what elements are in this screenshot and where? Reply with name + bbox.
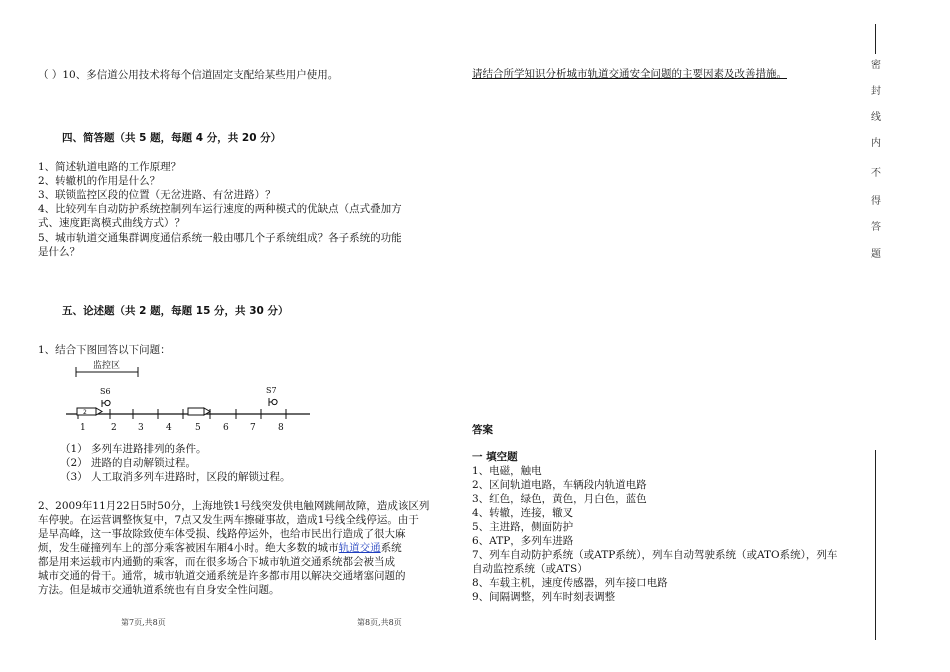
section-number: 6 [223, 423, 229, 433]
answer-item: 5、主进路，侧面防护 [472, 521, 574, 533]
short-answer-q4-line2: 式、速度距离模式曲线方式）？ [38, 217, 185, 229]
section-number: 1 [80, 423, 86, 433]
seal-char: 答 [871, 222, 881, 233]
essay-q2-line5: 都是用来运载市内通勤的乘客，而在很多场合下城市轨道交通系统都会被当成 [38, 556, 395, 568]
rail-transit-link[interactable]: 轨道交通 [338, 542, 381, 554]
essay-q2-line2: 车停驶。在运营调整恢复中，7点又发生两车擦碰事故，造成1号线全线停运。由于 [38, 514, 419, 526]
essay-q2-line4 [38, 541, 402, 556]
answer-item: 6、ATP，多列车进路 [472, 535, 574, 547]
answer-item: 4、转辙，连接，辙叉 [472, 507, 574, 519]
essay-q1-prompt: 1、结合下图回答以下问题： [38, 344, 171, 356]
answer-item: 2、区间轨道电路，车辆段内轨道电路 [472, 479, 647, 491]
answer-item: 1、电磁，触电 [472, 465, 542, 477]
track-section-numbers [80, 423, 284, 433]
essay-q2-line7: 方法。但是城市交通轨道系统也有自身安全性问题。 [38, 584, 280, 596]
seal-char: 线 [871, 112, 881, 123]
zone-label: 监控区 [93, 361, 121, 371]
true-false-question-10: （ ）10、多信道公用技术将每个信道固定支配给某些用户使用。 [38, 69, 339, 81]
seal-char: 封 [871, 86, 881, 97]
seal-char: 题 [871, 249, 881, 260]
short-answer-q5-line2: 是什么？ [38, 246, 80, 258]
short-answer-q3: 3、联锁监控区段的位置（无岔进路、有岔进路）？ [38, 189, 276, 201]
essay-q2-prompt: 请结合所学知识分析城市轨道交通安全问题的主要因素及改善措施。 [472, 68, 787, 80]
short-answer-q1: 1、简述轨道电路的工作原理？ [38, 161, 182, 173]
track-interlocking-diagram [60, 356, 320, 436]
short-answer-q4-line1: 4、比较列车自动防护系统控制列车运行速度的两种模式的优缺点（点式叠加方 [38, 203, 402, 215]
section-number: 4 [166, 423, 172, 433]
seal-line-bottom [875, 450, 876, 640]
short-answer-q2: 2、转辙机的作用是什么？ [38, 175, 161, 187]
essay-q2-line1: 2、2009年11月22日5时50分，上海地铁1号线突发供电触网跳闸故障，造成该区列 [38, 500, 430, 512]
section-number: 3 [138, 423, 144, 433]
essay-q2-line6: 城市交通的骨干。通常，城市轨道交通系统是许多都市用以解决交通堵塞问题的 [38, 570, 406, 582]
section-number: 2 [111, 423, 117, 433]
section-number: 8 [278, 423, 284, 433]
essay-q2-line4-pre: 烦，发生碰撞列车上的部分乘客被困车厢4小时。绝大多数的城市 [38, 542, 339, 554]
train-2 [188, 408, 210, 415]
section-number: 7 [250, 423, 256, 433]
answer-item: 3、红色，绿色，黄色，月白色，蓝色 [472, 493, 647, 505]
train-1-label: 2 [83, 409, 87, 416]
signal-s6-head [105, 400, 110, 405]
essay-q1-sub3: （3） 人工取消多列车进路时，区段的解锁过程。 [60, 471, 291, 483]
signal-s7-head [272, 399, 277, 404]
section-4-title: 四、简答题（共 5 题，每题 4 分，共 20 分） [62, 132, 282, 144]
seal-char: 得 [871, 196, 881, 207]
section-number: 5 [195, 423, 201, 433]
train-1 [77, 408, 102, 416]
essay-q2-line4-post: 系统 [380, 542, 402, 554]
essay-q2-line3: 是早高峰，这一事故除致使车体受损、线路停运外，也给市民出行造成了很大麻 [38, 528, 406, 540]
seal-char: 密 [871, 60, 881, 71]
answer-item: 7、列车自动防护系统（或ATP系统），列车自动驾驶系统（或ATO系统），列车 [472, 549, 838, 561]
answers-title: 答案 [472, 424, 493, 436]
essay-q1-sub1: （1） 多列车进路排列的条件。 [60, 443, 207, 455]
signal-s6-label: S6 [100, 387, 111, 396]
answer-item: 自动监控系统（或ATS） [472, 563, 588, 575]
seal-char: 不 [871, 168, 881, 179]
answer-item: 9、间隔调整，列车时刻表调整 [472, 591, 616, 603]
essay-q1-sub2: （2） 进路的自动解锁过程。 [60, 457, 197, 469]
section-5-title: 五、论述题（共 2 题，每题 15 分，共 30 分） [62, 305, 289, 317]
answer-item: 8、车载主机，速度传感器，列车接口电路 [472, 577, 668, 589]
short-answer-q5-line1: 5、城市轨道交通集群调度通信系统一般由哪几个子系统组成？各子系统的功能 [38, 232, 402, 244]
seal-char: 内 [871, 138, 881, 149]
right-page-footer: 第8页,共8页 [357, 618, 402, 627]
fill-blank-title: 一 填空题 [472, 451, 518, 463]
left-page-footer: 第7页,共8页 [121, 618, 166, 627]
signal-s7-label: S7 [266, 386, 277, 395]
seal-line-top [875, 24, 876, 54]
